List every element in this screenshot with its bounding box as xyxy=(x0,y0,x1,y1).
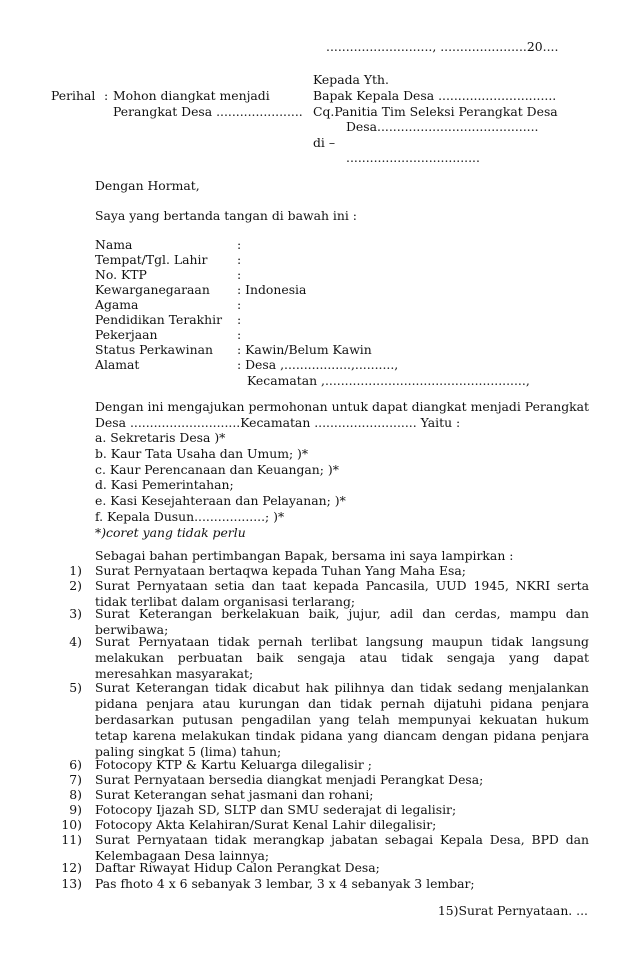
intro-text: Saya yang bertanda tangan di bawah ini : xyxy=(95,208,357,223)
list-item: Surat Keterangan tidak dicabut hak pilihnya dan tidak sedang menjalankan pidana penjara atau kurungan dan tidak pernah dijatuhi pidana penjara berdasarkan putusan pengadilan yang telah mempunyai kekuatan hukum tetap karena melakukan tindak pidana yang diancam dengan pidana penjara paling singkat 5 (lima) tahun; xyxy=(95,680,589,759)
field-label: Pendidikan Terakhir xyxy=(95,312,223,327)
field-label: Kewarganegaraan xyxy=(95,282,210,297)
list-number: 8) xyxy=(69,787,82,802)
position-option: b. Kaur Tata Usaha dan Umum; )* xyxy=(95,446,309,461)
date-line: ..........................., ......................20.... xyxy=(326,39,559,54)
list-number: 12) xyxy=(61,860,82,875)
recipient-line: Kepada Yth. xyxy=(313,72,389,87)
field-label: Nama xyxy=(95,237,133,252)
recipient-line: .................................. xyxy=(346,150,480,165)
list-number: 11) xyxy=(61,832,82,847)
list-number: 10) xyxy=(61,817,82,832)
field-value: : Indonesia xyxy=(237,282,307,297)
field-value: : xyxy=(237,267,242,282)
perihal-separator: : xyxy=(104,88,109,103)
recipient-line: Desa......................................... xyxy=(346,119,539,134)
list-item: Surat Keterangan berkelakuan baik, jujur, adil dan cerdas, mampu dan berwibawa; xyxy=(95,606,589,637)
field-value: : xyxy=(237,312,242,327)
list-item: Surat Keterangan sehat jasmani dan rohani; xyxy=(95,787,374,802)
perihal-label: Perihal xyxy=(51,88,96,103)
list-item: Surat Pernyataan setia dan taat kepada Pancasila, UUD 1945, NKRI serta tidak terlibat dalam organisasi terlarang; xyxy=(95,578,589,609)
list-number: 7) xyxy=(69,772,82,787)
request-paragraph: Dengan ini mengajukan permohonan untuk dapat diangkat menjadi Perangkat Desa ............................Kecamatan .......................... Yaitu : xyxy=(95,399,589,430)
field-label: No. KTP xyxy=(95,267,147,282)
list-item: Pas fhoto 4 x 6 sebanyak 3 lembar, 3 x 4 sebanyak 3 lembar; xyxy=(95,876,475,891)
list-item: Surat Pernyataan tidak pernah terlibat langsung maupun tidak langsung melakukan perbuatan baik sengaja atau tidak sengaja yang dapat meresahkan masyarakat; xyxy=(95,634,589,681)
recipient-line: Bapak Kepala Desa .............................. xyxy=(313,88,557,103)
field-label: Pekerjaan xyxy=(95,327,158,342)
field-value: : xyxy=(237,327,242,342)
field-label: Tempat/Tgl. Lahir xyxy=(95,252,208,267)
field-value: : Desa ,.................,.........., xyxy=(237,357,399,372)
list-number: 2) xyxy=(69,578,82,593)
list-item: Surat Pernyataan bersedia diangkat menjadi Perangkat Desa; xyxy=(95,772,484,787)
page-continuation: 15)Surat Pernyataan. ... xyxy=(437,903,588,918)
list-item: Surat Pernyataan tidak merangkap jabatan sebagai Kepala Desa, BPD dan Kelembagaan Desa lainnya; xyxy=(95,832,589,863)
position-option: c. Kaur Perencanaan dan Keuangan; )* xyxy=(95,462,339,477)
field-label: Status Perkawinan xyxy=(95,342,213,357)
list-number: 9) xyxy=(69,802,82,817)
field-value: : xyxy=(237,297,242,312)
position-option: d. Kasi Pemerintahan; xyxy=(95,477,234,492)
perihal-text: Perangkat Desa ...................... xyxy=(113,104,303,119)
field-value: : xyxy=(237,252,242,267)
attachments-intro: Sebagai bahan pertimbangan Bapak, bersama ini saya lampirkan : xyxy=(95,548,514,563)
list-item: Fotocopy Ijazah SD, SLTP dan SMU sederajat di legalisir; xyxy=(95,802,457,817)
list-number: 4) xyxy=(69,634,82,649)
list-item: Fotocopy Akta Kelahiran/Surat Kenal Lahir dilegalisir; xyxy=(95,817,437,832)
field-value: : Kawin/Belum Kawin xyxy=(237,342,372,357)
list-number: 5) xyxy=(69,680,82,695)
list-number: 1) xyxy=(69,563,82,578)
footnote: *)coret yang tidak perlu xyxy=(95,525,246,540)
list-item: Fotocopy KTP & Kartu Keluarga dilegalisir ; xyxy=(95,757,372,772)
list-number: 13) xyxy=(61,876,82,891)
recipient-line: di – xyxy=(313,135,336,150)
greeting: Dengan Hormat, xyxy=(95,178,200,193)
position-option: a. Sekretaris Desa )* xyxy=(95,430,226,445)
list-item: Daftar Riwayat Hidup Calon Perangkat Desa; xyxy=(95,860,380,875)
list-item: Surat Pernyataan bertaqwa kepada Tuhan Yang Maha Esa; xyxy=(95,563,466,578)
field-label: Alamat xyxy=(95,357,140,372)
position-option: f. Kepala Dusun..................; )* xyxy=(95,509,285,524)
list-number: 3) xyxy=(69,606,82,621)
recipient-line: Cq.Panitia Tim Seleksi Perangkat Desa xyxy=(313,104,558,119)
field-value: : xyxy=(237,237,242,252)
list-number: 6) xyxy=(69,757,82,772)
perihal-text: Mohon diangkat menjadi xyxy=(113,88,270,103)
alamat-continuation: Kecamatan ,..................................................., xyxy=(247,373,530,388)
position-option: e. Kasi Kesejahteraan dan Pelayanan; )* xyxy=(95,493,346,508)
field-label: Agama xyxy=(95,297,139,312)
